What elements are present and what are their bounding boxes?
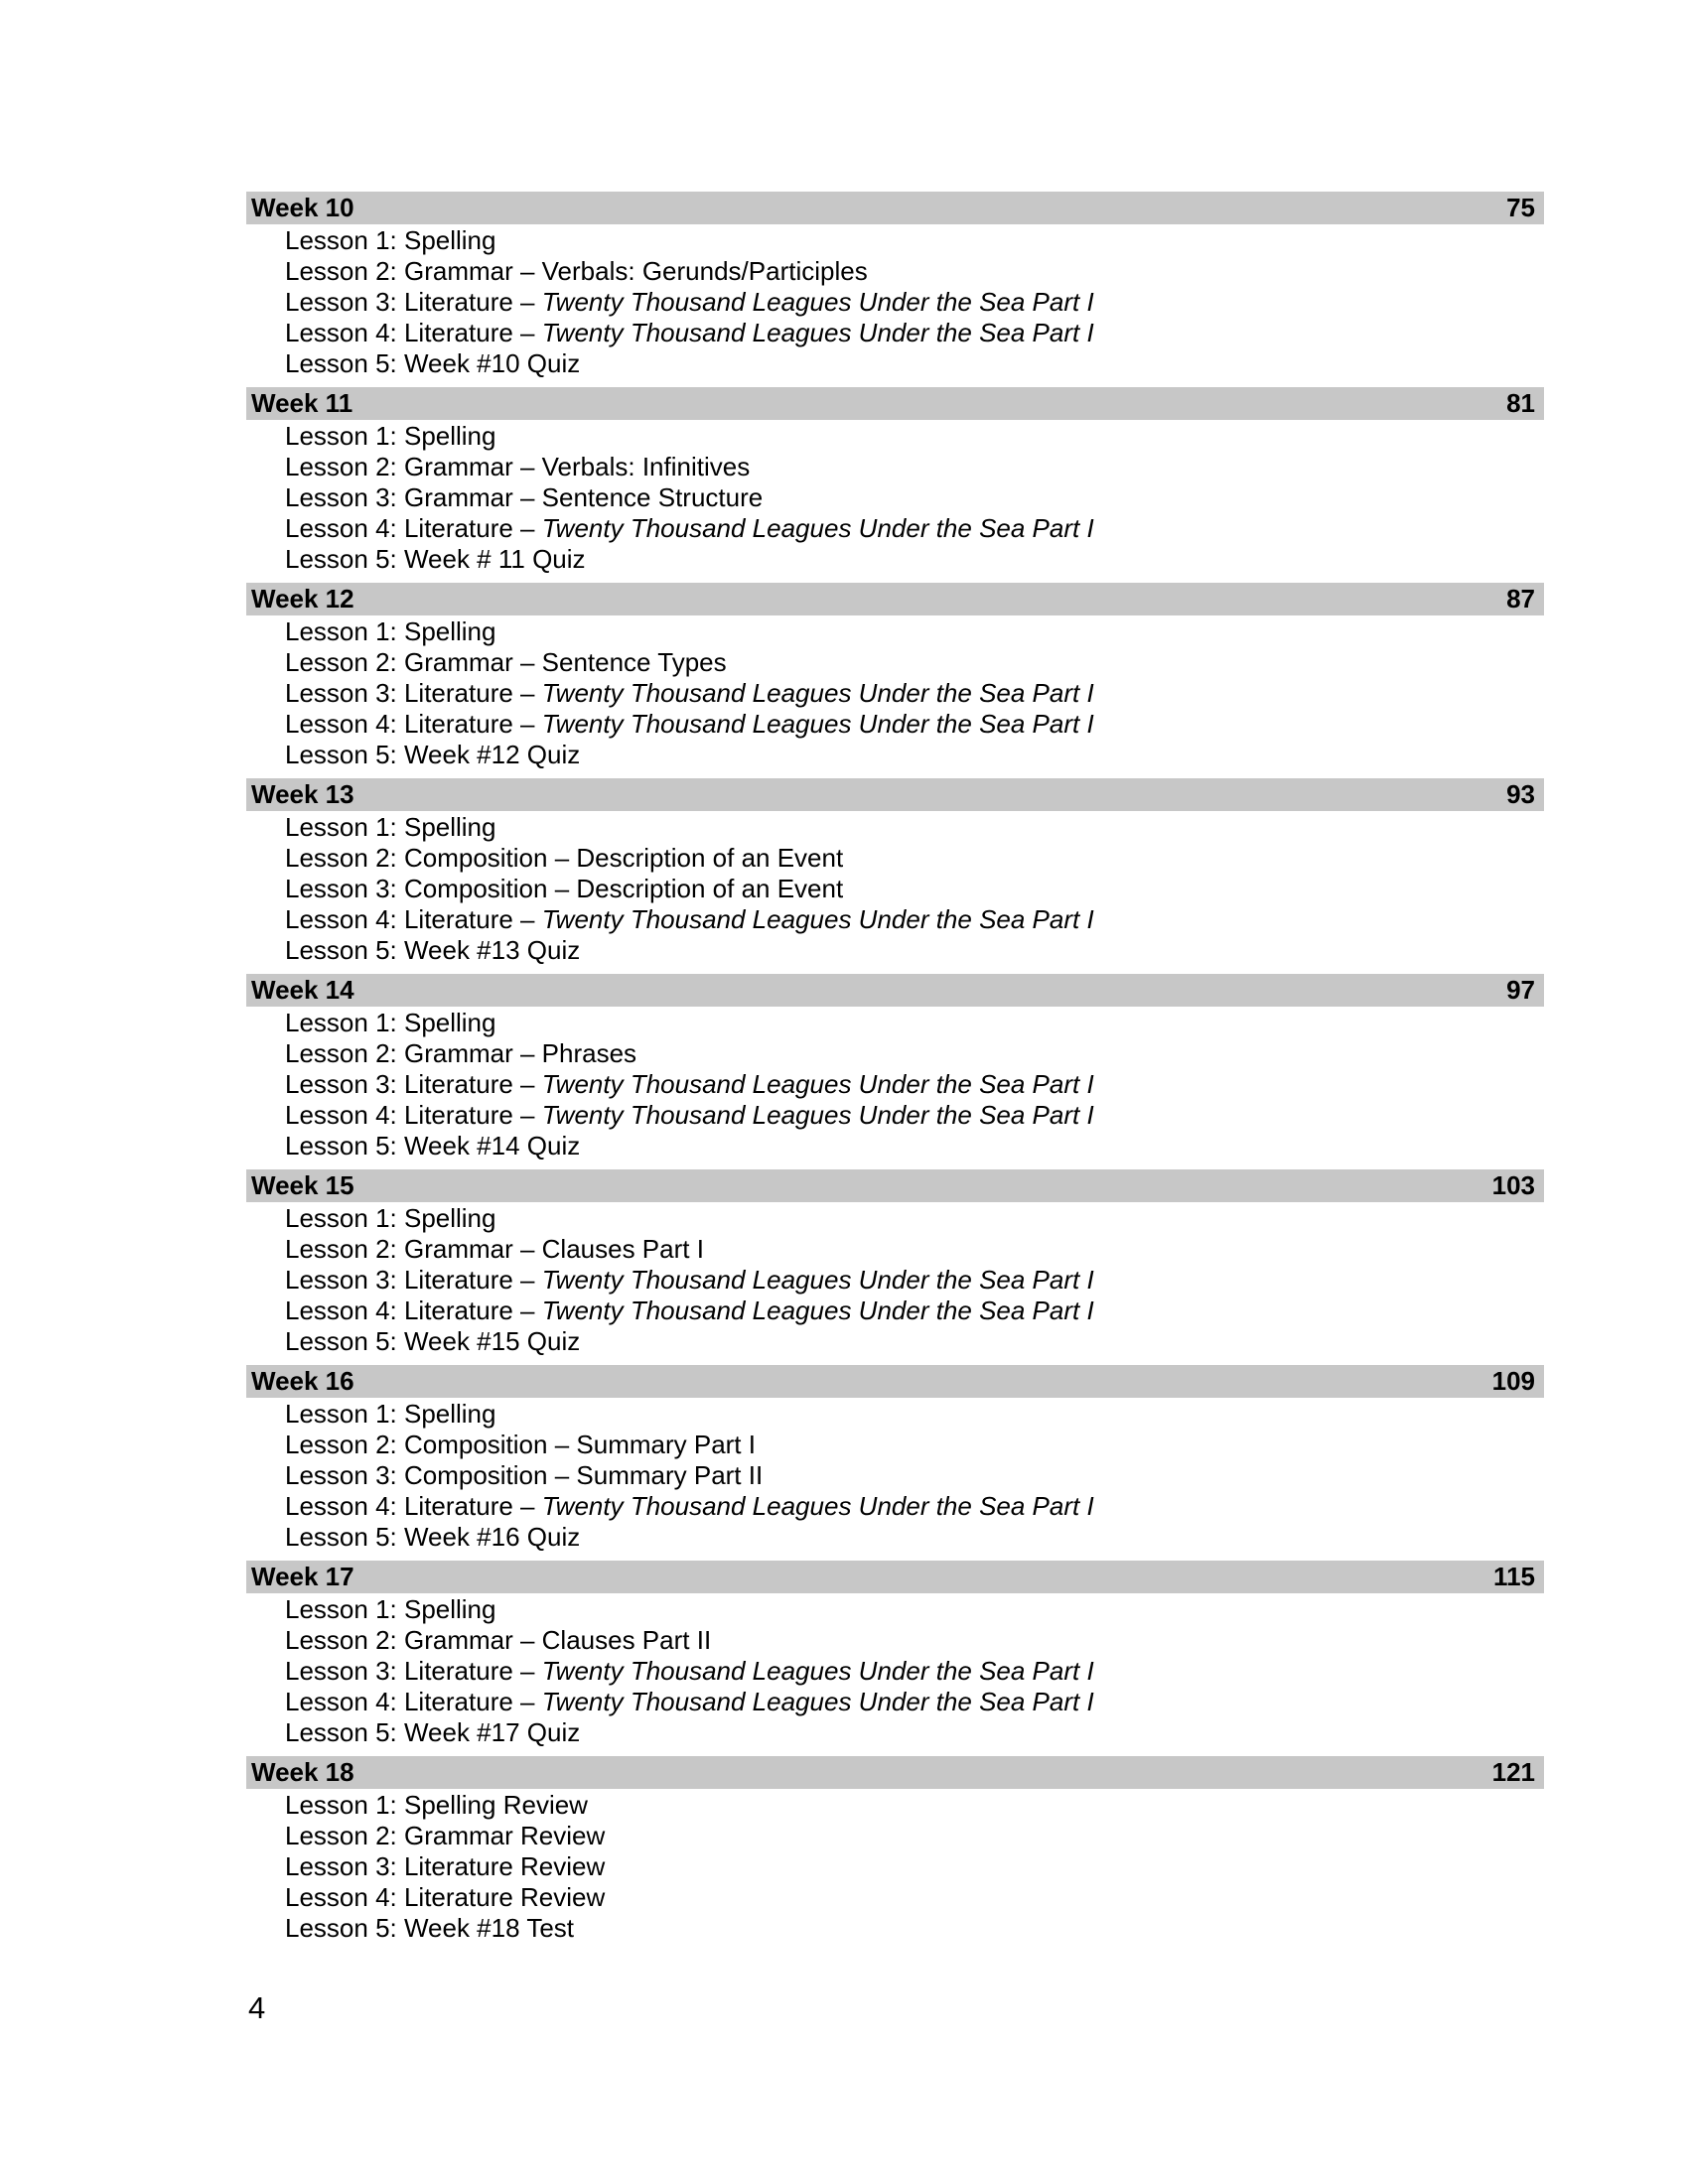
- lesson-text: Lesson 5: Week #16 Quiz: [285, 1522, 581, 1552]
- lesson-item: [285, 812, 1544, 843]
- lesson-book-title: Twenty Thousand Leagues Under the Sea Part I: [541, 1687, 1094, 1716]
- lesson-item: [285, 1594, 1544, 1625]
- week-section: [246, 1365, 1544, 1553]
- week-section: [246, 974, 1544, 1161]
- lesson-text: Lesson 2: Grammar – Phrases: [285, 1038, 637, 1068]
- week-page-number: 115: [1493, 1562, 1535, 1591]
- lesson-text: Lesson 5: Week # 11 Quiz: [285, 544, 586, 574]
- lesson-text: Lesson 3: Composition – Description of an Event: [285, 874, 844, 903]
- lesson-item: [285, 1913, 1544, 1944]
- week-section: [246, 387, 1544, 575]
- week-header: [246, 583, 1544, 615]
- lesson-list: [246, 1398, 1544, 1553]
- lesson-list: [246, 1202, 1544, 1357]
- lesson-book-title: Twenty Thousand Leagues Under the Sea Part I: [541, 287, 1094, 317]
- lesson-item: [285, 616, 1544, 647]
- week-section: [246, 1169, 1544, 1357]
- lesson-text: Lesson 1: Spelling: [285, 1594, 496, 1624]
- lesson-list: [246, 1789, 1544, 1944]
- week-header: [246, 192, 1544, 224]
- lesson-text: Lesson 5: Week #13 Quiz: [285, 935, 581, 965]
- lesson-book-title: Twenty Thousand Leagues Under the Sea Part I: [541, 1069, 1094, 1099]
- lesson-text: Lesson 3: Literature –: [285, 287, 542, 317]
- week-section: [246, 778, 1544, 966]
- lesson-list: [246, 1007, 1544, 1161]
- week-header: [246, 974, 1544, 1007]
- lesson-text: Lesson 3: Grammar – Sentence Structure: [285, 482, 764, 512]
- lesson-text: Lesson 1: Spelling Review: [285, 1790, 588, 1820]
- lesson-item: [285, 1131, 1544, 1161]
- lesson-text: Lesson 1: Spelling: [285, 421, 496, 451]
- lesson-item: [285, 709, 1544, 740]
- lesson-item: [285, 1790, 1544, 1821]
- lesson-item: [285, 1296, 1544, 1326]
- lesson-item: [285, 843, 1544, 874]
- lesson-text: Lesson 5: Week #12 Quiz: [285, 740, 581, 769]
- lesson-text: Lesson 4: Literature –: [285, 709, 542, 739]
- week-section: [246, 583, 1544, 770]
- lesson-item: [285, 1491, 1544, 1522]
- lesson-text: Lesson 2: Grammar – Verbals: Infinitives: [285, 452, 751, 481]
- lesson-item: [285, 348, 1544, 379]
- lesson-book-title: Twenty Thousand Leagues Under the Sea Part I: [541, 1656, 1094, 1686]
- lesson-text: Lesson 3: Literature –: [285, 1265, 542, 1295]
- lesson-text: Lesson 4: Literature –: [285, 904, 542, 934]
- lesson-text: Lesson 1: Spelling: [285, 1203, 496, 1233]
- lesson-text: Lesson 4: Literature –: [285, 1687, 542, 1716]
- lesson-item: [285, 1038, 1544, 1069]
- week-section: [246, 1756, 1544, 1944]
- lesson-item: [285, 1687, 1544, 1717]
- week-page-number: 81: [1506, 388, 1535, 418]
- week-header: [246, 1756, 1544, 1789]
- lesson-text: Lesson 2: Grammar Review: [285, 1821, 606, 1850]
- lesson-item: [285, 1430, 1544, 1460]
- lesson-text: Lesson 4: Literature –: [285, 1296, 542, 1325]
- lesson-book-title: Twenty Thousand Leagues Under the Sea Part I: [541, 678, 1094, 708]
- lesson-item: [285, 1717, 1544, 1748]
- lesson-item: [285, 740, 1544, 770]
- lesson-item: [285, 1399, 1544, 1430]
- lesson-item: [285, 1326, 1544, 1357]
- week-title: Week 13: [251, 779, 354, 809]
- lesson-text: Lesson 1: Spelling: [285, 812, 496, 842]
- toc: [246, 192, 1544, 1952]
- lesson-item: [285, 1234, 1544, 1265]
- lesson-item: [285, 1203, 1544, 1234]
- week-header: [246, 778, 1544, 811]
- lesson-book-title: Twenty Thousand Leagues Under the Sea Part I: [541, 904, 1094, 934]
- week-page-number: 121: [1491, 1757, 1535, 1787]
- lesson-item: [285, 1008, 1544, 1038]
- lesson-list: [246, 615, 1544, 770]
- lesson-list: [246, 811, 1544, 966]
- lesson-text: Lesson 4: Literature –: [285, 318, 542, 347]
- week-header: [246, 387, 1544, 420]
- week-header: [246, 1561, 1544, 1593]
- lesson-item: [285, 1882, 1544, 1913]
- week-page-number: 109: [1491, 1366, 1535, 1396]
- lesson-text: Lesson 4: Literature –: [285, 1100, 542, 1130]
- lesson-item: [285, 256, 1544, 287]
- lesson-text: Lesson 2: Grammar – Clauses Part I: [285, 1234, 704, 1264]
- week-title: Week 10: [251, 193, 354, 222]
- lesson-item: [285, 421, 1544, 452]
- lesson-item: [285, 678, 1544, 709]
- lesson-text: Lesson 2: Composition – Summary Part I: [285, 1430, 756, 1459]
- lesson-text: Lesson 5: Week #10 Quiz: [285, 348, 581, 378]
- lesson-book-title: Twenty Thousand Leagues Under the Sea Part I: [541, 1296, 1094, 1325]
- week-header: [246, 1169, 1544, 1202]
- lesson-text: Lesson 5: Week #18 Test: [285, 1913, 575, 1943]
- week-page-number: 75: [1506, 193, 1535, 222]
- lesson-item: [285, 904, 1544, 935]
- lesson-list: [246, 224, 1544, 379]
- lesson-book-title: Twenty Thousand Leagues Under the Sea Part I: [541, 318, 1094, 347]
- lesson-item: [285, 318, 1544, 348]
- lesson-text: Lesson 1: Spelling: [285, 1399, 496, 1429]
- lesson-item: [285, 647, 1544, 678]
- lesson-item: [285, 225, 1544, 256]
- lesson-text: Lesson 2: Grammar – Verbals: Gerunds/Participles: [285, 256, 868, 286]
- lesson-item: [285, 874, 1544, 904]
- lesson-item: [285, 482, 1544, 513]
- lesson-text: Lesson 1: Spelling: [285, 225, 496, 255]
- week-title: Week 14: [251, 975, 354, 1005]
- lesson-item: [285, 1265, 1544, 1296]
- week-title: Week 18: [251, 1757, 354, 1787]
- week-page-number: 87: [1506, 584, 1535, 614]
- lesson-book-title: Twenty Thousand Leagues Under the Sea Part I: [541, 1100, 1094, 1130]
- lesson-item: [285, 1821, 1544, 1851]
- lesson-text: Lesson 3: Literature –: [285, 1656, 542, 1686]
- week-title: Week 16: [251, 1366, 354, 1396]
- week-page-number: 97: [1506, 975, 1535, 1005]
- lesson-text: Lesson 5: Week #17 Quiz: [285, 1717, 581, 1747]
- lesson-text: Lesson 2: Grammar – Sentence Types: [285, 647, 727, 677]
- footer-page-number: 4: [248, 1990, 266, 2025]
- lesson-item: [285, 935, 1544, 966]
- lesson-text: Lesson 1: Spelling: [285, 1008, 496, 1037]
- lesson-text: Lesson 4: Literature –: [285, 1491, 542, 1521]
- lesson-item: [285, 1069, 1544, 1100]
- lesson-list: [246, 1593, 1544, 1748]
- week-header: [246, 1365, 1544, 1398]
- lesson-text: Lesson 3: Composition – Summary Part II: [285, 1460, 764, 1490]
- lesson-text: Lesson 2: Composition – Description of an Event: [285, 843, 844, 873]
- lesson-text: Lesson 3: Literature –: [285, 678, 542, 708]
- week-title: Week 11: [251, 388, 353, 418]
- lesson-text: Lesson 4: Literature –: [285, 513, 542, 543]
- week-title: Week 12: [251, 584, 354, 614]
- lesson-book-title: Twenty Thousand Leagues Under the Sea Part I: [541, 513, 1094, 543]
- week-section: [246, 1561, 1544, 1748]
- week-title: Week 15: [251, 1170, 354, 1200]
- lesson-item: [285, 1100, 1544, 1131]
- lesson-item: [285, 544, 1544, 575]
- lesson-item: [285, 287, 1544, 318]
- lesson-item: [285, 1851, 1544, 1882]
- week-title: Week 17: [251, 1562, 354, 1591]
- lesson-text: Lesson 4: Literature Review: [285, 1882, 606, 1912]
- lesson-book-title: Twenty Thousand Leagues Under the Sea Part I: [541, 1265, 1094, 1295]
- lesson-item: [285, 1522, 1544, 1553]
- lesson-text: Lesson 2: Grammar – Clauses Part II: [285, 1625, 712, 1655]
- lesson-item: [285, 1460, 1544, 1491]
- lesson-item: [285, 1656, 1544, 1687]
- lesson-item: [285, 513, 1544, 544]
- lesson-list: [246, 420, 1544, 575]
- week-page-number: 93: [1506, 779, 1535, 809]
- lesson-text: Lesson 1: Spelling: [285, 616, 496, 646]
- week-page-number: 103: [1491, 1170, 1535, 1200]
- lesson-text: Lesson 5: Week #14 Quiz: [285, 1131, 581, 1160]
- lesson-item: [285, 1625, 1544, 1656]
- week-section: [246, 192, 1544, 379]
- lesson-book-title: Twenty Thousand Leagues Under the Sea Part I: [541, 709, 1094, 739]
- lesson-text: Lesson 3: Literature –: [285, 1069, 542, 1099]
- lesson-item: [285, 452, 1544, 482]
- lesson-book-title: Twenty Thousand Leagues Under the Sea Part I: [541, 1491, 1094, 1521]
- lesson-text: Lesson 5: Week #15 Quiz: [285, 1326, 581, 1356]
- lesson-text: Lesson 3: Literature Review: [285, 1851, 606, 1881]
